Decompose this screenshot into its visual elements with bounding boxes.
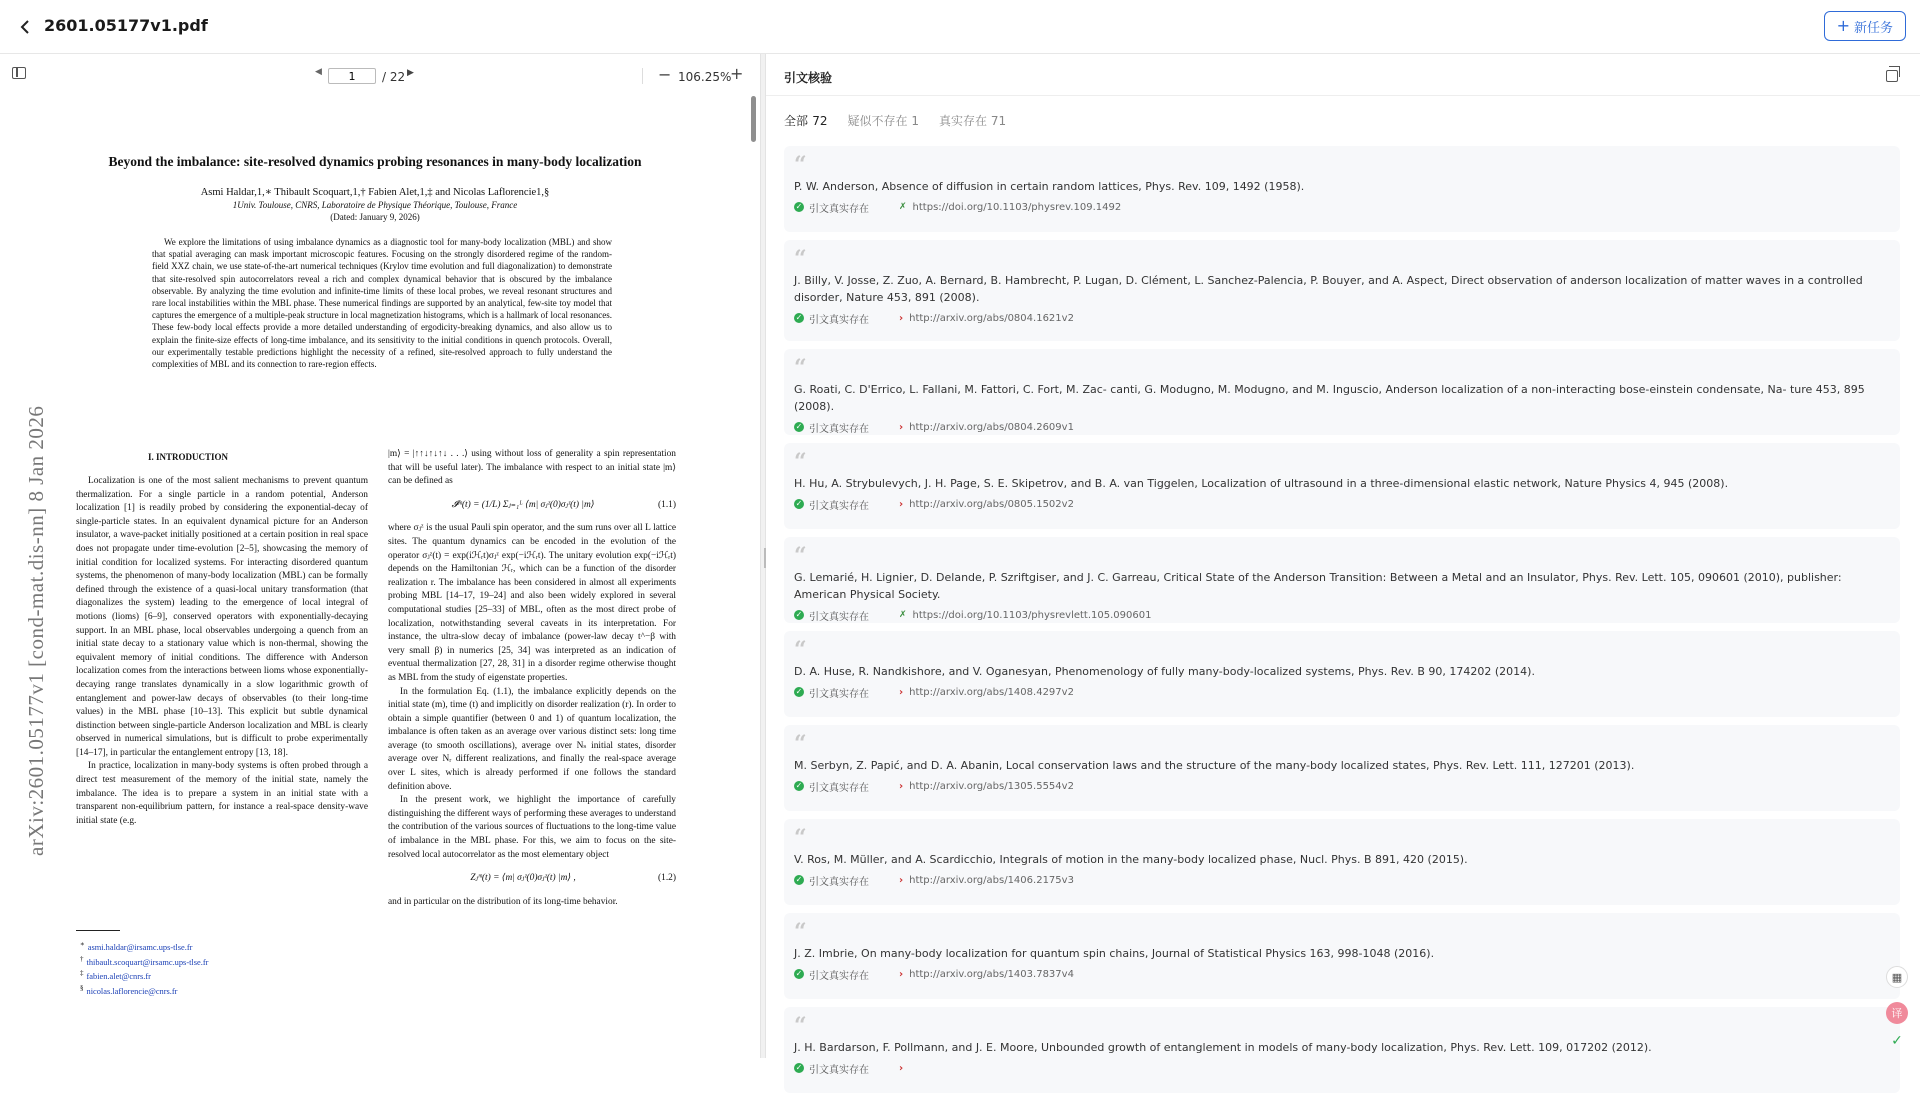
paragraph: where σⱼᶻ is the usual Pauli spin operator, and the sum runs over all L lattice sites. The quantum dynamics can be encoded in the evolution of the operator σⱼᶻ(t) = exp(iℋᵣt)σⱼᶻ exp(−iℋᵣt). The unitary evolution exp(−iℋᵣt) depends on the Hamiltonian ℋᵣ, which can be a function of the disorder realization r. The imbalance has been considered in almost all experiments probing MBL [14–17, 19–24] and also been widely explored in several computational studies [25–33] of MBL, often as the most direct probe of localization, notwithstanding several caveats in its interpretation. For instance, the ultra-slow decay of imbalance (power-law decay t^−β with very small β) in numerics [25, 34] was interpreted as an indication of eventual thermalization [27, 28, 31] in a disorder regime otherwise thought as MBL from the study of eigenstate properties. [388,523,676,683]
citation-link[interactable] [899,1063,909,1074]
citation-link[interactable] [899,969,1074,980]
filter-label: 真实存在 [938,114,987,128]
status-label: 引文真实存在 [809,1064,869,1076]
status-label: 引文真实存在 [809,314,869,326]
filter-tab[interactable] [784,112,827,129]
citation-status-row [794,685,1890,699]
footnote-text: asmi.haldar@irsamc.ups-tlse.fr [87,942,193,952]
quote-icon: “ [794,246,807,272]
check-circle-icon: ✓ [795,687,803,696]
filter-tab[interactable] [939,112,1006,129]
citation-status-row [794,200,1890,214]
citation-link[interactable] [899,610,1151,621]
filter-label: 全部 [784,114,809,128]
status-label: 引文真实存在 [809,423,869,435]
check-circle-icon: ✓ [795,313,803,322]
check-circle-icon: ✓ [795,969,803,978]
citation-status-row [794,311,1890,325]
paper-date: (Dated: January 9, 2026) [330,212,420,222]
citation-card[interactable] [784,819,1900,905]
footnote-mark: § [80,983,84,992]
citation-text: P. W. Anderson, Absence of diffusion in certain random lattices, Phys. Rev. 109, 1492 (1958). [794,180,1305,193]
arxiv-icon: › [899,968,904,980]
citation-text: H. Hu, A. Strybulevych, J. H. Page, S. E. Skipetrov, and B. A. van Tiggelen, Localization of ultrasound in a three-dimensional elastic network, Nature Physics 4, 945 (2008). [794,477,1729,490]
sidebar-toggle-icon[interactable] [12,67,26,79]
viewer-scrollbar[interactable] [751,96,756,142]
citation-link-text: http://arxiv.org/abs/1406.2175v3 [909,874,1074,886]
filter-count: 72 [812,114,828,128]
equation-number: (1.1) [658,499,676,510]
equation [388,862,676,896]
arxiv-icon: › [899,421,904,433]
citation-link-text: http://arxiv.org/abs/1408.4297v2 [909,686,1074,698]
citation-status-row [794,420,1890,434]
citation-card[interactable] [784,349,1900,435]
citation-text: J. Z. Imbrie, On many-body localization for quantum spin chains, Journal of Statistical Physics 163, 998-1048 (2016). [794,947,1435,960]
citation-link[interactable] [899,422,1074,433]
arxiv-icon: › [899,498,904,510]
arxiv-side-stamp: arXiv:2601.05177v1 [cond-mat.dis-nn] 8 Jan 2026 [24,405,48,856]
footnote-mark: ∗ [80,940,85,948]
citation-link[interactable] [899,687,1074,698]
pdf-page [0,96,748,1058]
footnotes [80,939,208,997]
citation-link[interactable] [899,313,1074,324]
plus-icon: + [1836,16,1850,35]
arxiv-icon: › [899,1062,904,1074]
citation-card[interactable] [784,725,1900,811]
citation-link[interactable] [899,875,1074,886]
filter-label: 疑似不存在 [847,114,908,128]
status-label: 引文真实存在 [809,782,869,794]
equation [388,489,676,523]
footnote-mark: † [80,954,84,963]
citation-link[interactable] [899,202,1121,213]
citation-status-row [794,779,1890,793]
footnote-email[interactable] [80,968,208,983]
citation-card[interactable] [784,443,1900,529]
zoom-out-button[interactable]: − [658,65,672,84]
citation-link-text: http://arxiv.org/abs/0805.1502v2 [909,498,1074,510]
paragraph: |m⟩ = |↑↑↓↑↓↑↓ . . .⟩ using without loss of generality a spin representation that will be useful later). The imbalance with respect to an initial state |m⟩ can be defined as [388,449,676,487]
citation-link-text: http://arxiv.org/abs/0804.1621v2 [909,312,1074,324]
footnote-rule [76,930,120,931]
paper-title: Beyond the imbalance: site-resolved dynamics probing resonances in many-body localization [108,154,642,169]
citation-card[interactable] [784,240,1900,341]
filter-tabs [784,112,1006,129]
check-circle-icon: ✓ [795,781,803,790]
citation-link-text: http://arxiv.org/abs/1305.5554v2 [909,780,1074,792]
citation-card[interactable] [784,1007,1900,1093]
arxiv-icon: › [899,312,904,324]
quote-icon: “ [794,637,807,663]
quote-icon: “ [794,355,807,381]
paragraph: and in particular on the distribution of its long-time behavior. [388,896,618,907]
status-label: 引文真实存在 [809,500,869,512]
new-task-label: 新任务 [1853,20,1893,36]
check-tool-icon[interactable]: ✓ [1891,1033,1903,1049]
citation-link[interactable] [899,781,1074,792]
panel-title: 引文核验 [784,71,833,85]
paragraph: In the present work, we highlight the importance of carefully distinguishing the different ways of performing these averages to understand the contribution of the various sources of fluctuations to the long-time value of imbalance in the MBL phase. For this, we aim to focus on the site-resolved local autocorrelator as the most elementary object [388,795,676,860]
page-number-input[interactable] [328,68,376,84]
citation-status-row [794,497,1890,511]
footnote-email[interactable] [80,954,208,969]
quote-icon: “ [794,1013,807,1039]
equation-number: (1.2) [658,873,676,884]
pdf-viewer [0,54,760,1058]
chevron-left-icon [19,19,31,35]
paper-abstract: We explore the limitations of using imbalance dynamics as a diagnostic tool for many-body localization (MBL) and show that spatial averaging can mask important microscopic features. Focusing on the strongly disordered regime of the random-field XXZ chain, we use state-of-the-art numerical techniques (Krylov time evolution and full diagonalization) to demonstrate that site-resolved spin autocorrelators reveal a rich and complex dynamical behavior that is obscured by the imbalance observable. By analyzing the time evolution and infinite-time limits of these local probes, we reveal resonant structures and rare local instabilities within the MBL phase. These numerical findings are supported by an analytical, few-site toy model that captures the emergence of a multiple-peak structure in local magnetization histograms, which is a hallmark of local resonances. These few-body local effects provide a more detailed understanding of ergodicity-breaking dynamics, and also allow us to explain the finite-size effects of long-time imbalance, and its sensitivity to the initial conditions in quench protocols. Overall, our experimentally testable predictions highlight the necessity of a refined, site-resolved approach to fully understand the complexities of MBL and its connection to rare-region effects. [152,237,612,370]
arxiv-icon: › [899,780,904,792]
check-circle-icon: ✓ [795,875,803,884]
filter-count: 71 [990,114,1007,128]
status-label: 引文真实存在 [809,611,869,623]
citation-link[interactable] [899,499,1074,510]
zoom-level: 106.25% [678,70,732,84]
zoom-in-button[interactable]: + [730,64,744,83]
citation-status-row [794,967,1890,981]
footnote-text: thibault.scoquart@irsamc.ups-tlse.fr [86,957,209,967]
next-page-icon[interactable]: ▶ [407,68,414,78]
filter-tab[interactable] [847,112,918,129]
footnote-text: fabien.alet@cnrs.fr [86,971,151,981]
quote-icon: “ [794,543,807,569]
paper-authors: Asmi Haldar,1,∗ Thibault Scoquart,1,† Fabien Alet,1,‡ and Nicolas Laflorencie1,§ [200,187,550,198]
check-circle-icon: ✓ [795,610,803,619]
equation-body: 𝓘ᵐ(t) = (1/L) Σⱼ₌₁ᴸ ⟨m| σⱼᶻ(0)σⱼᶻ(t) |m⟩ [451,499,595,510]
paper-column-left [76,475,368,828]
footnote-mark: ‡ [80,969,84,977]
citation-text: J. Billy, V. Josse, Z. Zuo, A. Bernard, B. Hambrecht, P. Lugan, D. Clément, L. Sanchez-Palencia, P. Bouyer, and A. Aspect, Direct observation of anderson localization of matter waves in a controlled disorder, Nature 453, 891 (2008). [794,274,1863,304]
status-label: 引文真实存在 [809,876,869,888]
quote-icon: “ [794,731,807,757]
prev-page-icon[interactable]: ◀ [315,67,322,77]
citation-text: M. Serbyn, Z. Papić, and D. A. Abanin, Local conservation laws and the structure of the many-body localized states, Phys. Rev. Lett. 111, 127201 (2013). [794,759,1635,772]
paragraph: In the formulation Eq. (1.1), the imbalance explicitly depends on the initial state (m), time (t) and implicitly on disorder realization (r). In order to obtain a simple quantifier (between 0 and 1) of quantum localization, the imbalance is often taken as an average over various distinct sets: long time average (to smooth oscillations), average over Nₛ initial states, disorder average over Nᵣ different realizations, and finally the real-space average over L sites, which is already performed if one follows the standard definition above. [388,686,676,792]
citation-panel [766,54,1920,1076]
translate-icon[interactable]: 译 [1886,1002,1908,1024]
status-label: 引文真实存在 [809,970,869,982]
toolbar-divider [642,68,643,84]
citation-text: V. Ros, M. Müller, and A. Scardicchio, Integrals of motion in the many-body localized phase, Nucl. Phys. B 891, 420 (2015). [794,853,1468,866]
new-task-button[interactable] [1824,11,1906,41]
arxiv-icon: › [899,686,904,698]
footnote-email[interactable] [80,983,208,998]
citation-link-text: http://arxiv.org/abs/1403.7837v4 [909,968,1074,980]
citation-text: G. Lemarié, H. Lignier, D. Delande, P. Szriftgiser, and J. C. Garreau, Critical State of the Anderson Transition: Between a Metal and an Insulator, Phys. Rev. Lett. 105, 090601 (2010), publisher: American Physical Society. [794,571,1842,601]
quote-icon: “ [794,825,807,851]
page-total: / 22 [382,70,406,84]
citation-card[interactable] [784,913,1900,999]
citation-panel-header [766,54,1920,96]
doi-icon: ✗ [899,202,907,212]
citation-card[interactable] [784,537,1900,623]
citation-text: J. H. Bardarson, F. Pollmann, and J. E. Moore, Unbounded growth of entanglement in models of many-body localization, Phys. Rev. Lett. 109, 017202 (2012). [794,1041,1652,1054]
grid-icon[interactable]: ▦ [1886,966,1908,988]
arxiv-icon: › [899,874,904,886]
document-title: 2601.05177v1.pdf [44,16,208,35]
quote-icon: “ [794,152,807,178]
citation-text: G. Roati, C. D'Errico, L. Fallani, M. Fattori, C. Fort, M. Zac- canti, G. Modugno, M. Modugno, and M. Inguscio, Anderson localization of a non-interacting bose-einstein condensate, Na- ture 453, 895 (2008). [794,383,1865,413]
citation-link-text: https://doi.org/10.1103/physrev.109.1492 [912,201,1122,213]
citation-text: D. A. Huse, R. Nandkishore, and V. Oganesyan, Phenomenology of fully many-body-localized systems, Phys. Rev. B 90, 174202 (2014). [794,665,1535,678]
citation-card[interactable] [784,146,1900,232]
citation-list [784,146,1900,1101]
quote-icon: “ [794,919,807,945]
viewer-toolbar [0,54,760,96]
check-circle-icon: ✓ [795,1063,803,1072]
top-bar [0,0,1920,54]
check-circle-icon: ✓ [795,202,803,211]
citation-status-row [794,1061,1890,1075]
status-label: 引文真实存在 [809,688,869,700]
quote-icon: “ [794,449,807,475]
paragraph: Localization is one of the most salient mechanisms to prevent quantum thermalization. For a single particle in a random potential, Anderson localization [1] is readily probed by considering the exponential-decay of single-particle states. In an equivalent dynamical picture for an Anderson insulator, a wave-packet initially positioned at a certain position in real space does not propagate under time-evolution [2–5], showcasing the memory of initial condition for localized systems. For interacting disordered quantum systems, the phenomenon of many-body localization (MBL) can be formally defined through the existence of a quasi-local unitary transformation (that diagonalizes the system) leading to the emergence of local integral of motions (lioms) [6–9], conserved operators with exponentially-decaying support. In an MBL phase, local observables undergoing a quench from an initial state decay to a stationary value which is non-thermal, showing the equivalent memory of initial conditions. The difference with Anderson localization comes from the interactions between lioms whose exponentially-decaying range translates dynamically in a slow logarithmic growth of entanglement and power-law decays of observables (to their long-time values) in the MBL phase [10–13]. This explicit but subtle dynamical distinction between single-particle Anderson localization and MBL is clearly observed in numerical simulations, but is difficult to probe experimentally [14–17], in particular the entanglement entropy [13, 18]. [76,476,368,758]
equation-body: Zⱼᵐ(t) = ⟨m| σⱼᶻ(0)σⱼᶻ(t) |m⟩ , [470,873,576,884]
citation-link-text: http://arxiv.org/abs/0804.2609v1 [909,421,1074,433]
citation-status-row [794,608,1890,622]
paper-column-right [388,448,676,909]
paragraph: In practice, localization in many-body systems is often probed through a direct test measurement of the memory of the initial state, namely the imbalance. The idea is to prepare a system in an initial state with a transparent non-equilibrium pattern, for instance a real-space density-wave initial state (e.g. [76,761,368,826]
citation-link-text: https://doi.org/10.1103/physrevlett.105.090601 [912,609,1152,621]
citation-card[interactable] [784,631,1900,717]
citation-status-row [794,873,1890,887]
back-button[interactable] [10,12,40,42]
filter-count: 1 [911,114,919,128]
doi-icon: ✗ [899,610,907,620]
copy-icon[interactable] [1886,70,1898,82]
paper-affiliation: 1Univ. Toulouse, CNRS, Laboratoire de Physique Théorique, Toulouse, France [232,200,518,210]
check-circle-icon: ✓ [795,422,803,431]
footnote-email[interactable] [80,939,208,954]
status-label: 引文真实存在 [809,203,869,215]
section-heading: I. INTRODUCTION [147,452,228,462]
footnote-text: nicolas.laflorencie@cnrs.fr [86,986,178,996]
check-circle-icon: ✓ [795,499,803,508]
